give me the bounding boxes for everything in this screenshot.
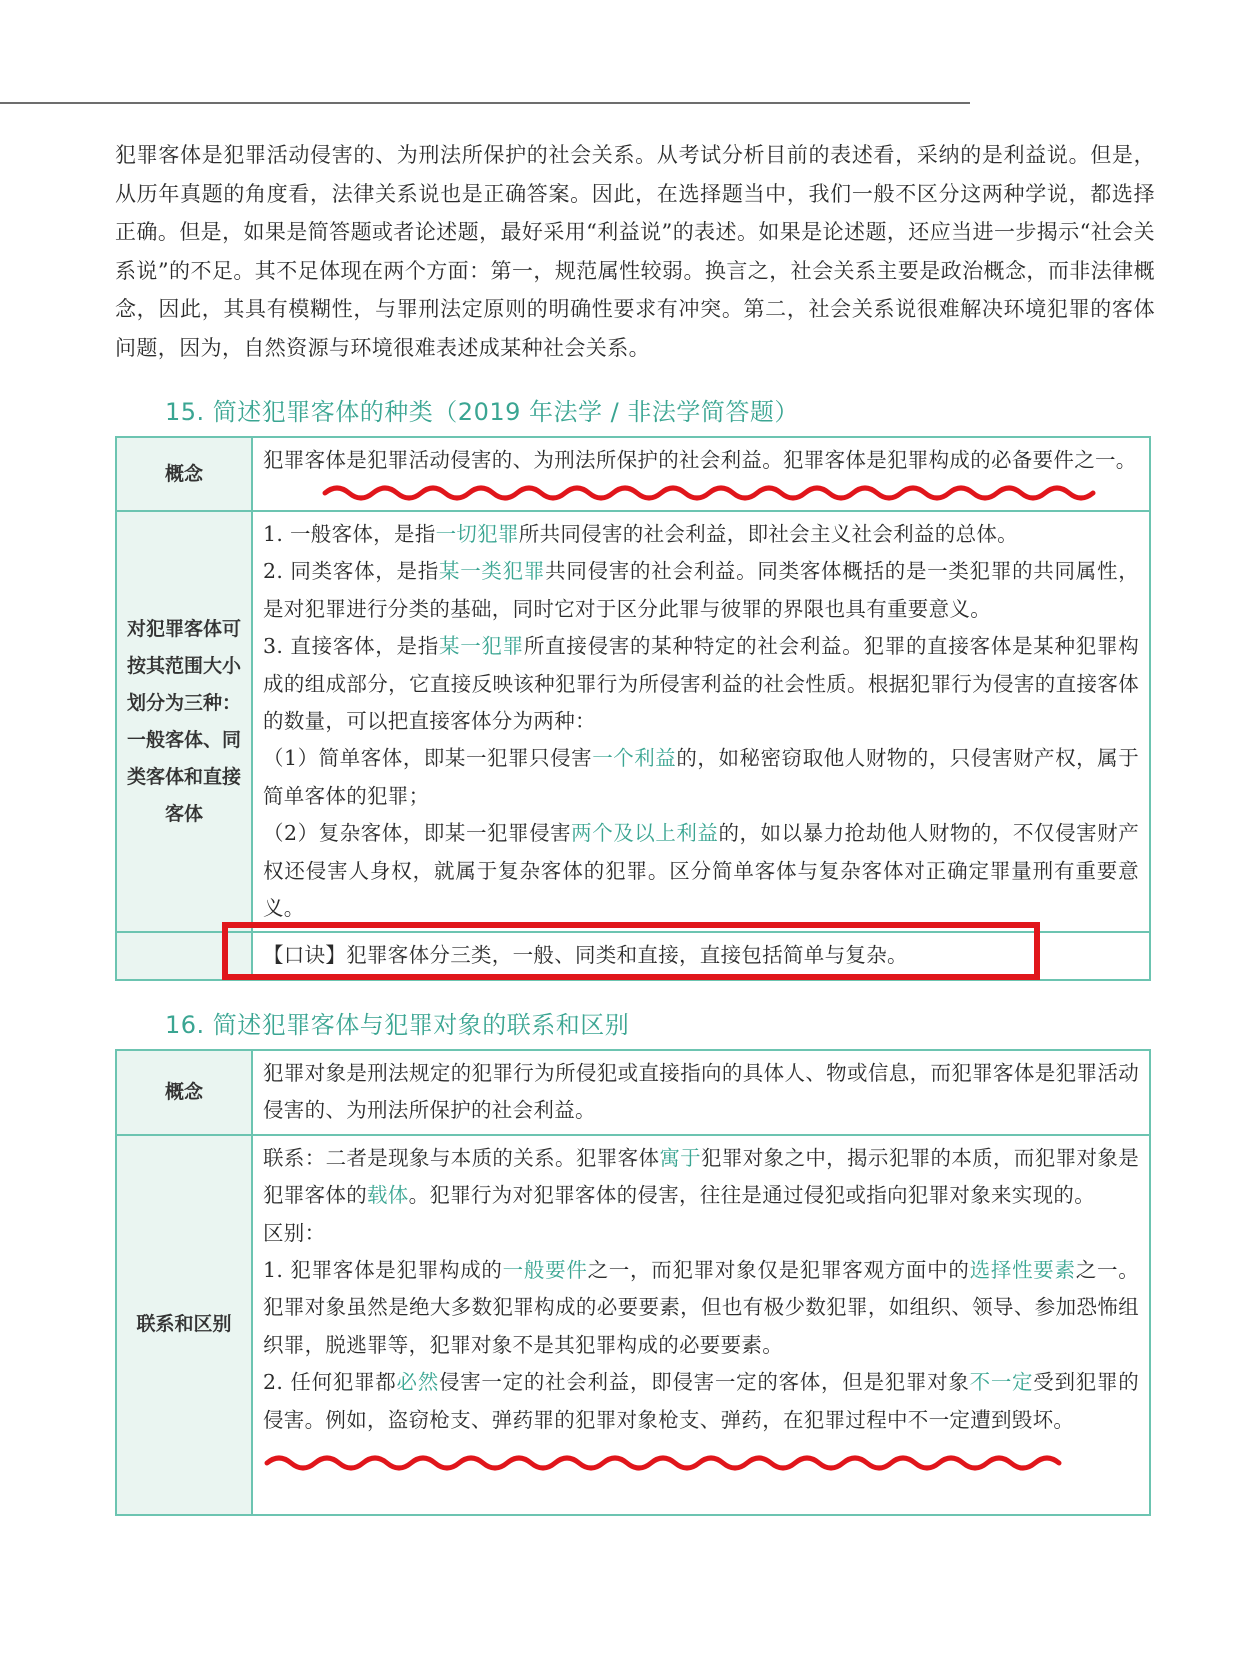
- text: 受到犯罪的侵害。例如，盗窃枪支、弹药罪的犯罪对象枪支、弹药，在犯罪过程中不一定遭到毁坏。: [263, 1370, 1139, 1432]
- text: 。犯罪行为对犯罪客体的侵害，往往是通过侵犯或指向犯罪对象来实现的。: [408, 1183, 1096, 1208]
- difference-label: 区别：: [263, 1220, 326, 1245]
- text: 侵害一定的社会利益，即侵害一定的客体，但是犯罪对象: [438, 1370, 970, 1395]
- text: 之一，而犯罪对象仅是犯罪客观方面中的: [587, 1258, 970, 1283]
- section-16-table: [115, 1049, 1151, 1516]
- text: 之一。犯罪对象虽然是绝大多数犯罪构成的必要要素，但也有极少数犯罪，如组织、领导、参加恐怖组织罪，脱逃罪等，犯罪对象不是其犯罪构成的必要要素。: [263, 1258, 1140, 1357]
- text: 所直接侵害的某种特定的社会利益。犯罪的直接客体是某种犯罪构成的组成部分，它直接反映该种犯罪行为所侵害利益的社会性质。根据犯罪行为侵害的直接客体的数量，可以把直接客体分为两种：: [263, 634, 1139, 734]
- text: （2）复杂客体，即某一犯罪侵害: [263, 821, 572, 846]
- text: （1）简单客体，即某一犯罪只侵害: [263, 746, 593, 771]
- section-16-title: 16. 简述犯罪客体与犯罪对象的联系和区别: [165, 1011, 630, 1039]
- text: 1. 犯罪客体是犯罪构成的: [263, 1258, 503, 1283]
- highlight: 某一类犯罪: [438, 559, 546, 584]
- section-15-table: [115, 436, 1151, 981]
- text: 的，如秘密窃取他人财物的，只侵害财产权，属于简单客体的犯罪；: [263, 746, 1139, 808]
- types-content: [252, 511, 1150, 932]
- intro-paragraph: 犯罪客体是犯罪活动侵害的、为刑法所保护的社会关系。从考试分析目前的表述看，采纳的是利益说。但是，从历年真题的角度看，法律关系说也是正确答案。因此，在选择题当中，我们一般不区分这两种学说，都选择正确。但是，如果是简答题或者论述题，最好采用“利益说”的表述。如果是论述题，还应当进一步揭示“社会关系说”的不足。其不足体现在两个方面：第一，规范属性较弱。换言之，社会关系主要是政治概念，而非法律概念，因此，其具有模糊性，与罪刑法定原则的明确性要求有冲突。第二，社会关系说很难解决环境犯罪的客体问题，因为，自然资源与环境很难表述成某种社会关系。: [115, 143, 1155, 360]
- concept-text: 犯罪对象是刑法规定的犯罪行为所侵犯或直接指向的具体人、物或信息，而犯罪客体是犯罪活动侵害的、为刑法所保护的社会利益。: [252, 1050, 1150, 1135]
- direct-object-item: [263, 628, 1139, 740]
- concept-text: 犯罪客体是犯罪活动侵害的、为刑法所保护的社会利益。犯罪客体是犯罪构成的必备要件之一。: [252, 437, 1150, 511]
- text: 联系：二者是现象与本质的关系。犯罪客体: [263, 1145, 660, 1170]
- text: 2. 同类客体，是指: [263, 559, 439, 584]
- mnemonic-text: 【口诀】犯罪客体分三类，一般、同类和直接，直接包括简单与复杂。: [252, 932, 1150, 979]
- complex-object-item: [263, 815, 1139, 927]
- text: 共同侵害的社会利益。同类客体概括的是一类犯罪的共同属性，是对犯罪进行分类的基础，同时它对于区分此罪与彼罪的界限也具有重要意义。: [263, 559, 1140, 621]
- highlight: 不一定: [969, 1370, 1034, 1395]
- highlight: 寓于: [659, 1145, 702, 1170]
- types-label-text: 对犯罪客体可按其范围大小划分为三种：一般客体、同类客体和直接客体: [127, 617, 242, 825]
- text: 1. 一般客体，是指: [263, 522, 436, 546]
- relation-label: 联系和区别: [116, 1135, 252, 1515]
- text: 所共同侵害的社会利益，即社会主义社会利益的总体。: [518, 522, 1018, 546]
- highlight: 一般要件: [502, 1258, 588, 1283]
- text: 犯罪对象之中，揭示犯罪的本质，而犯罪对象是犯罪客体的: [263, 1145, 1139, 1208]
- highlight: 两个及以上利益: [571, 821, 719, 846]
- difference-item-1: [263, 1252, 1139, 1364]
- concept-label: 概念: [116, 1050, 252, 1135]
- types-label: [116, 511, 252, 932]
- section-15-title: 15. 简述犯罪客体的种类（2019 年法学 / 非法学简答题）: [165, 398, 799, 426]
- same-class-object-item: [263, 553, 1139, 628]
- mnemonic-label-cell: [116, 932, 252, 979]
- simple-object-item: [263, 740, 1139, 815]
- highlight: 载体: [367, 1183, 409, 1208]
- general-object-item: [263, 516, 1139, 553]
- link-paragraph: [263, 1140, 1139, 1215]
- text: 3. 直接客体，是指: [263, 634, 439, 659]
- highlight: 一切犯罪: [435, 522, 519, 546]
- text: 2. 任何犯罪都: [263, 1370, 397, 1395]
- text: 的，如以暴力抢劫他人财物的，不仅侵害财产权还侵害人身权，就属于复杂客体的犯罪。区分简单客体与复杂客体对正确定罪量刑有重要意义。: [263, 821, 1139, 921]
- highlight: 某一犯罪: [438, 634, 524, 659]
- relation-content: [252, 1135, 1150, 1515]
- highlight: 一个利益: [592, 746, 677, 771]
- concept-label: 概念: [116, 437, 252, 511]
- difference-item-2: [263, 1364, 1139, 1439]
- highlight: 必然: [396, 1370, 439, 1395]
- highlight: 选择性要素: [969, 1258, 1076, 1283]
- top-rule: [0, 102, 970, 104]
